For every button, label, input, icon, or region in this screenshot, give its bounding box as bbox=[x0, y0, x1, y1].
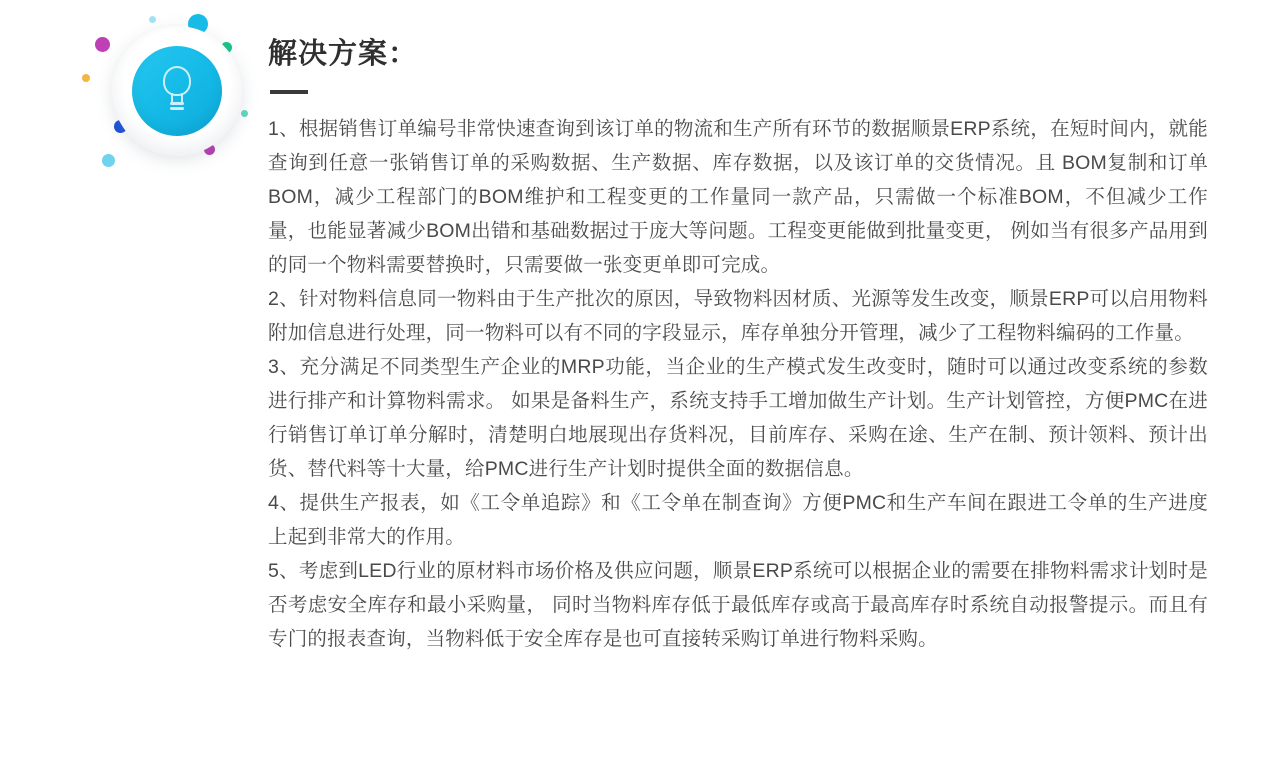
bulb-neck bbox=[171, 93, 183, 102]
bulb-base-line-2 bbox=[170, 107, 184, 110]
paragraph-5: 5、考虑到LED行业的原材料市场价格及供应问题，顺景ERP系统可以根据企业的需要在排物料需求计划时是否考虑安全库存和最小采购量， 同时当物料库存低于最低库存或高于最高库存时系统自动报警提示。而且有专门的报表查询，当物料低于安全库存是也可直接转采购订单进行物料采购。 bbox=[268, 560, 1208, 650]
paragraph-4: 4、提供生产报表，如《工令单追踪》和《工令单在制查询》方便PMC和生产车间在跟进工令单的生产进度上起到非常大的作用。 bbox=[268, 492, 1208, 548]
bulb-base-line-1 bbox=[170, 102, 184, 105]
decorative-dot-purple bbox=[95, 37, 110, 52]
document-content bbox=[268, 32, 1208, 656]
title-underline-rule bbox=[270, 90, 308, 94]
page-title: 解决方案： bbox=[268, 38, 419, 70]
decorative-dot-pale bbox=[149, 16, 156, 23]
lightbulb-icon bbox=[160, 66, 194, 114]
decorative-dot-yellow bbox=[82, 74, 90, 82]
body-text bbox=[268, 112, 1208, 656]
decorative-dot-teal bbox=[241, 110, 248, 117]
bulb-glass bbox=[163, 66, 191, 96]
paragraph-1: 1、根据销售订单编号非常快速查询到该订单的物流和生产所有环节的数据顺景ERP系统，在短时间内，就能查询到任意一张销售订单的采购数据、生产数据、库存数据，以及该订单的交货情况。且 BOM复制和订单BOM，减少工程部门的BOM维护和工程变更的工作量同一款产品，只需做一个标准BOM，不但减少工作量，也能显著减少BOM出错和基础数据过于庞大等问题。工程变更能做到批量变更， 例如当有很多产品用到的同一个物料需要替换时，只需要做一张变更单即可完成。 bbox=[268, 118, 1208, 276]
paragraph-3: 3、充分满足不同类型生产企业的MRP功能，当企业的生产模式发生改变时，随时可以通过改变系统的参数进行排产和计算物料需求。 如果是备料生产，系统支持手工增加做生产计划。生产计划管控，方便PMC在进行销售订单订单分解时，清楚明白地展现出存货料况，目前库存、采购在途、生产在制、预计领料、预计出货、替代料等十大量，给PMC进行生产计划时提供全面的数据信息。 bbox=[268, 356, 1208, 480]
paragraph-2: 2、针对物料信息同一物料由于生产批次的原因，导致物料因材质、光源等发生改变，顺景ERP可以启用物料附加信息进行处理，同一物料可以有不同的字段显示，库存单独分开管理，减少了工程物料编码的工作量。 bbox=[268, 288, 1208, 344]
decorative-dot-lightblue bbox=[102, 154, 115, 167]
lightbulb-illustration bbox=[78, 14, 258, 184]
